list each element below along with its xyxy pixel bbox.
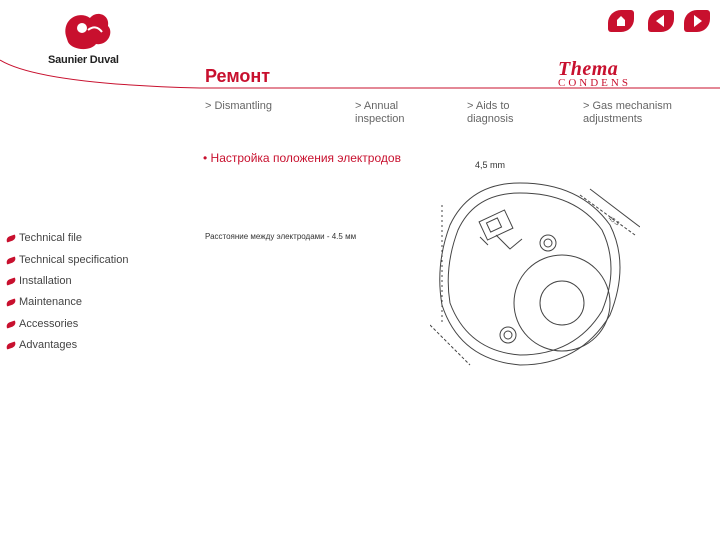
sidebar-item-technical-file[interactable]: [6, 232, 82, 244]
home-icon: [608, 10, 634, 32]
next-button[interactable]: [684, 10, 710, 32]
sidebar-item-label: Accessories: [19, 318, 79, 330]
dimension-label: 4,5 mm: [475, 160, 506, 170]
bullet-icon: [5, 234, 16, 242]
brand-name: Saunier Duval: [48, 54, 119, 66]
tab-gas-mechanism-adjustments[interactable]: > Gas mechanism adjustments: [583, 100, 672, 125]
arrow-right-icon: [684, 10, 710, 32]
page-title: Ремонт: [205, 66, 271, 86]
bullet-icon: [5, 277, 16, 285]
sidebar-item-label: Installation: [19, 275, 72, 287]
sidebar-item-maintenance[interactable]: [6, 296, 82, 308]
saunier-duval-logo: [52, 6, 122, 56]
bullet-icon: [5, 256, 16, 264]
sidebar-item-technical-specification[interactable]: [6, 254, 128, 266]
bullet-icon: [5, 298, 16, 306]
home-button[interactable]: [608, 10, 634, 32]
sidebar-item-label: Technical file: [19, 232, 82, 244]
bullet-icon: [5, 341, 16, 349]
electrode-drawing: [430, 175, 640, 375]
sidebar-item-accessories[interactable]: [6, 318, 78, 330]
drawing-caption: Расстояние между электродами - 4.5 мм: [205, 232, 357, 241]
sidebar-item-label: Maintenance: [19, 296, 82, 308]
sidebar-item-installation[interactable]: [6, 275, 72, 287]
thema-condens-logo: [558, 58, 631, 89]
sidebar-item-advantages[interactable]: [6, 339, 77, 351]
previous-button[interactable]: [648, 10, 674, 32]
section-heading: • Настройка положения электродов: [203, 151, 401, 165]
svg-text:45.3: 45.3: [606, 215, 620, 228]
sidebar-item-label: Advantages: [19, 339, 78, 351]
product-name: Thema: [558, 58, 619, 80]
tab-dismantling[interactable]: > Dismantling: [205, 100, 272, 112]
tab-annual-inspection[interactable]: > Annual inspection: [355, 100, 405, 125]
tab-aids-to-diagnosis[interactable]: > Aids to diagnosis: [467, 100, 514, 125]
sidebar-item-label: Technical specification: [19, 254, 129, 266]
bullet-icon: [5, 320, 16, 328]
product-line: CONDENS: [558, 77, 631, 89]
arrow-left-icon: [648, 10, 674, 32]
